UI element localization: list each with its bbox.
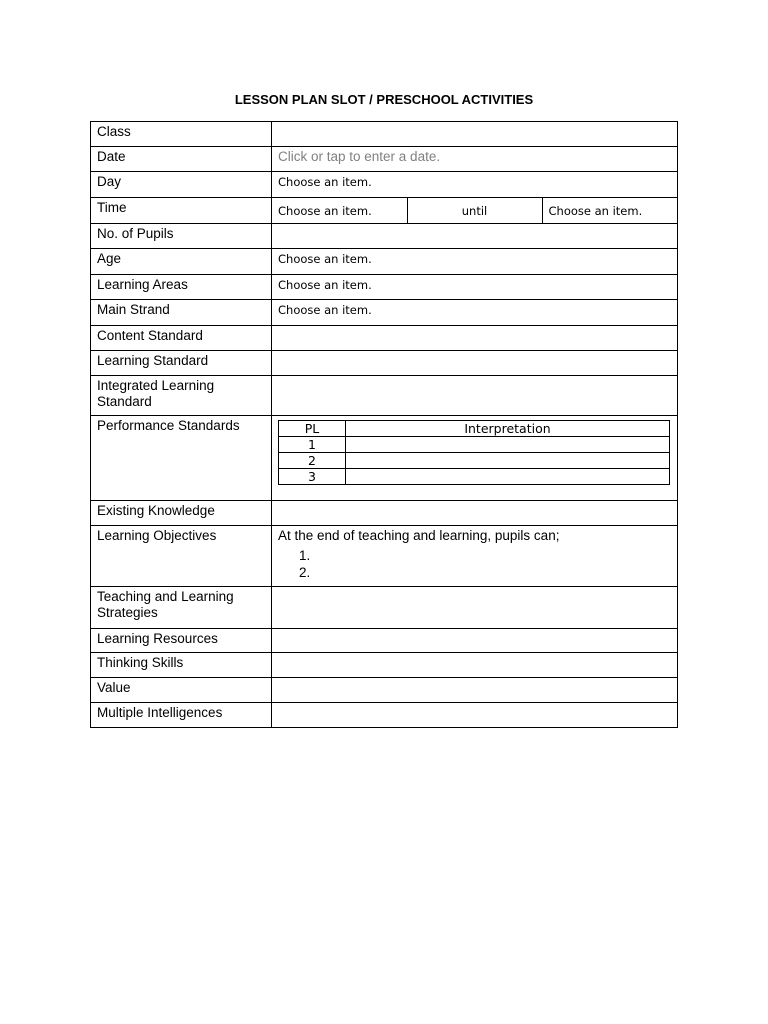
day-value: Choose an item. bbox=[278, 175, 372, 189]
pl-header: PL bbox=[279, 421, 346, 437]
objective-item[interactable] bbox=[314, 564, 671, 581]
resources-field[interactable] bbox=[272, 629, 678, 653]
strategies-field[interactable] bbox=[272, 587, 678, 629]
date-label: Date bbox=[91, 147, 272, 172]
performance-header-row bbox=[279, 421, 670, 437]
age-value: Choose an item. bbox=[278, 252, 372, 266]
thinking-skills-label: Thinking Skills bbox=[91, 653, 272, 678]
day-label: Day bbox=[91, 172, 272, 198]
existing-knowledge-field[interactable] bbox=[272, 501, 678, 526]
interpretation-field[interactable] bbox=[346, 453, 670, 469]
pl-level: 3 bbox=[279, 469, 346, 485]
value-label: Value bbox=[91, 678, 272, 703]
time-start-dropdown[interactable]: Choose an item. bbox=[278, 203, 372, 218]
pl-level: 2 bbox=[279, 453, 346, 469]
objective-item[interactable] bbox=[314, 547, 671, 564]
row-existing-knowledge bbox=[91, 501, 678, 526]
lesson-plan-table bbox=[90, 121, 678, 728]
performance-row bbox=[279, 469, 670, 485]
interpretation-field[interactable] bbox=[346, 437, 670, 453]
row-strategies bbox=[91, 587, 678, 629]
content-standard-label: Content Standard bbox=[91, 326, 272, 351]
integrated-standard-field[interactable] bbox=[272, 376, 678, 416]
interpretation-header: Interpretation bbox=[346, 421, 670, 437]
row-day bbox=[91, 172, 678, 198]
time-until-label: until bbox=[407, 198, 542, 223]
class-field[interactable] bbox=[272, 122, 678, 147]
intelligences-label: Multiple Intelligences bbox=[91, 703, 272, 728]
row-time bbox=[91, 198, 678, 224]
row-content-standard bbox=[91, 326, 678, 351]
learning-areas-label: Learning Areas bbox=[91, 275, 272, 300]
class-label: Class bbox=[91, 122, 272, 147]
strategies-label: Teaching and Learning Strategies bbox=[91, 587, 272, 629]
row-learning-objectives bbox=[91, 526, 678, 587]
row-performance-standards bbox=[91, 416, 678, 501]
pl-level: 1 bbox=[279, 437, 346, 453]
performance-standards-cell bbox=[272, 416, 678, 501]
main-strand-dropdown[interactable] bbox=[272, 300, 678, 326]
row-date bbox=[91, 147, 678, 172]
row-main-strand bbox=[91, 300, 678, 326]
resources-label: Learning Resources bbox=[91, 629, 272, 653]
existing-knowledge-label: Existing Knowledge bbox=[91, 501, 272, 526]
row-integrated-standard bbox=[91, 376, 678, 416]
row-intelligences bbox=[91, 703, 678, 728]
learning-areas-value: Choose an item. bbox=[278, 278, 372, 292]
objectives-intro: At the end of teaching and learning, pupils can; bbox=[278, 528, 560, 543]
intelligences-field[interactable] bbox=[272, 703, 678, 728]
page-title: LESSON PLAN SLOT / PRESCHOOL ACTIVITIES bbox=[234, 92, 534, 107]
performance-levels-table bbox=[278, 420, 670, 485]
row-resources bbox=[91, 629, 678, 653]
row-learning-areas bbox=[91, 275, 678, 300]
pupils-label: No. of Pupils bbox=[91, 224, 272, 249]
interpretation-field[interactable] bbox=[346, 469, 670, 485]
date-picker[interactable] bbox=[272, 147, 678, 172]
row-pupils bbox=[91, 224, 678, 249]
row-thinking-skills bbox=[91, 653, 678, 678]
row-age bbox=[91, 249, 678, 275]
performance-row bbox=[279, 437, 670, 453]
learning-areas-dropdown[interactable] bbox=[272, 275, 678, 300]
learning-objectives-label: Learning Objectives bbox=[91, 526, 272, 587]
learning-standard-label: Learning Standard bbox=[91, 351, 272, 376]
value-field[interactable] bbox=[272, 678, 678, 703]
content-standard-field[interactable] bbox=[272, 326, 678, 351]
main-strand-label: Main Strand bbox=[91, 300, 272, 326]
learning-standard-field[interactable] bbox=[272, 351, 678, 376]
performance-row bbox=[279, 453, 670, 469]
learning-objectives-field[interactable] bbox=[272, 526, 678, 587]
row-learning-standard bbox=[91, 351, 678, 376]
age-label: Age bbox=[91, 249, 272, 275]
time-cell bbox=[272, 198, 678, 224]
integrated-standard-label: Integrated Learning Standard bbox=[91, 376, 272, 416]
pupils-field[interactable] bbox=[272, 224, 678, 249]
date-placeholder: Click or tap to enter a date. bbox=[278, 149, 441, 164]
thinking-skills-field[interactable] bbox=[272, 653, 678, 678]
row-value bbox=[91, 678, 678, 703]
performance-standards-label: Performance Standards bbox=[91, 416, 272, 501]
time-table bbox=[272, 198, 677, 223]
objectives-list bbox=[278, 547, 671, 581]
age-dropdown[interactable] bbox=[272, 249, 678, 275]
row-class bbox=[91, 122, 678, 147]
main-strand-value: Choose an item. bbox=[278, 303, 372, 317]
time-label: Time bbox=[91, 198, 272, 224]
time-end-dropdown[interactable]: Choose an item. bbox=[548, 203, 643, 218]
day-dropdown[interactable] bbox=[272, 172, 678, 198]
